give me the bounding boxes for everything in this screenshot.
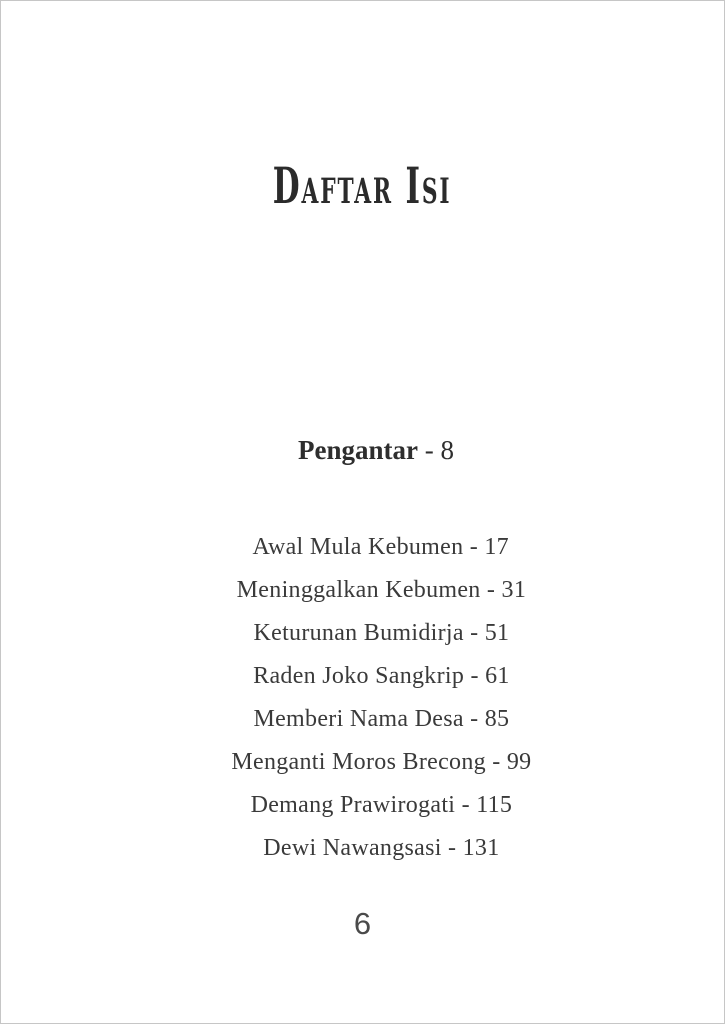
toc-separator: -: [455, 792, 477, 818]
toc-separator: -: [463, 706, 485, 732]
toc-entry-title: Keturunan Bumidirja: [253, 620, 464, 646]
toc-separator: -: [485, 749, 507, 775]
toc-entry-page: 85: [484, 706, 510, 732]
toc-separator: -: [417, 435, 441, 465]
toc-separator: -: [463, 534, 485, 560]
toc-entry-title: Meninggalkan Kebumen: [236, 577, 481, 603]
page-title: Daftar Isi: [273, 156, 452, 215]
toc-entry-page: 115: [476, 792, 513, 818]
toc-entry-title: Demang Prawirogati: [250, 792, 456, 818]
toc-entry-title: Raden Joko Sangkrip: [253, 663, 465, 689]
toc-entry-title: Menganti Moros Brecong: [231, 749, 486, 775]
toc-separator: -: [463, 620, 485, 646]
toc-entry-page: 61: [485, 663, 510, 689]
toc-separator: -: [464, 663, 486, 689]
preface-label: Pengantar: [298, 435, 418, 465]
preface-page-number: 8: [440, 435, 454, 465]
toc-separator: -: [480, 577, 502, 603]
page-number: 6: [353, 906, 372, 941]
page-title-wrap: [1, 156, 724, 215]
toc-entry-page: 99: [506, 749, 532, 775]
toc-separator: -: [441, 835, 463, 861]
toc-entry: [1, 483, 724, 560]
toc-entry-page: 31: [501, 577, 527, 603]
toc-entry-page: 51: [484, 620, 510, 646]
toc-entry-page: 17: [484, 534, 509, 560]
toc-list: [1, 483, 724, 861]
toc-entry-title: Awal Mula Kebumen: [252, 534, 464, 560]
toc-entry-page: 131: [462, 835, 500, 861]
toc-entry-title: Dewi Nawangsasi: [263, 835, 442, 861]
toc-entry-title: Memberi Nama Desa: [253, 706, 464, 732]
